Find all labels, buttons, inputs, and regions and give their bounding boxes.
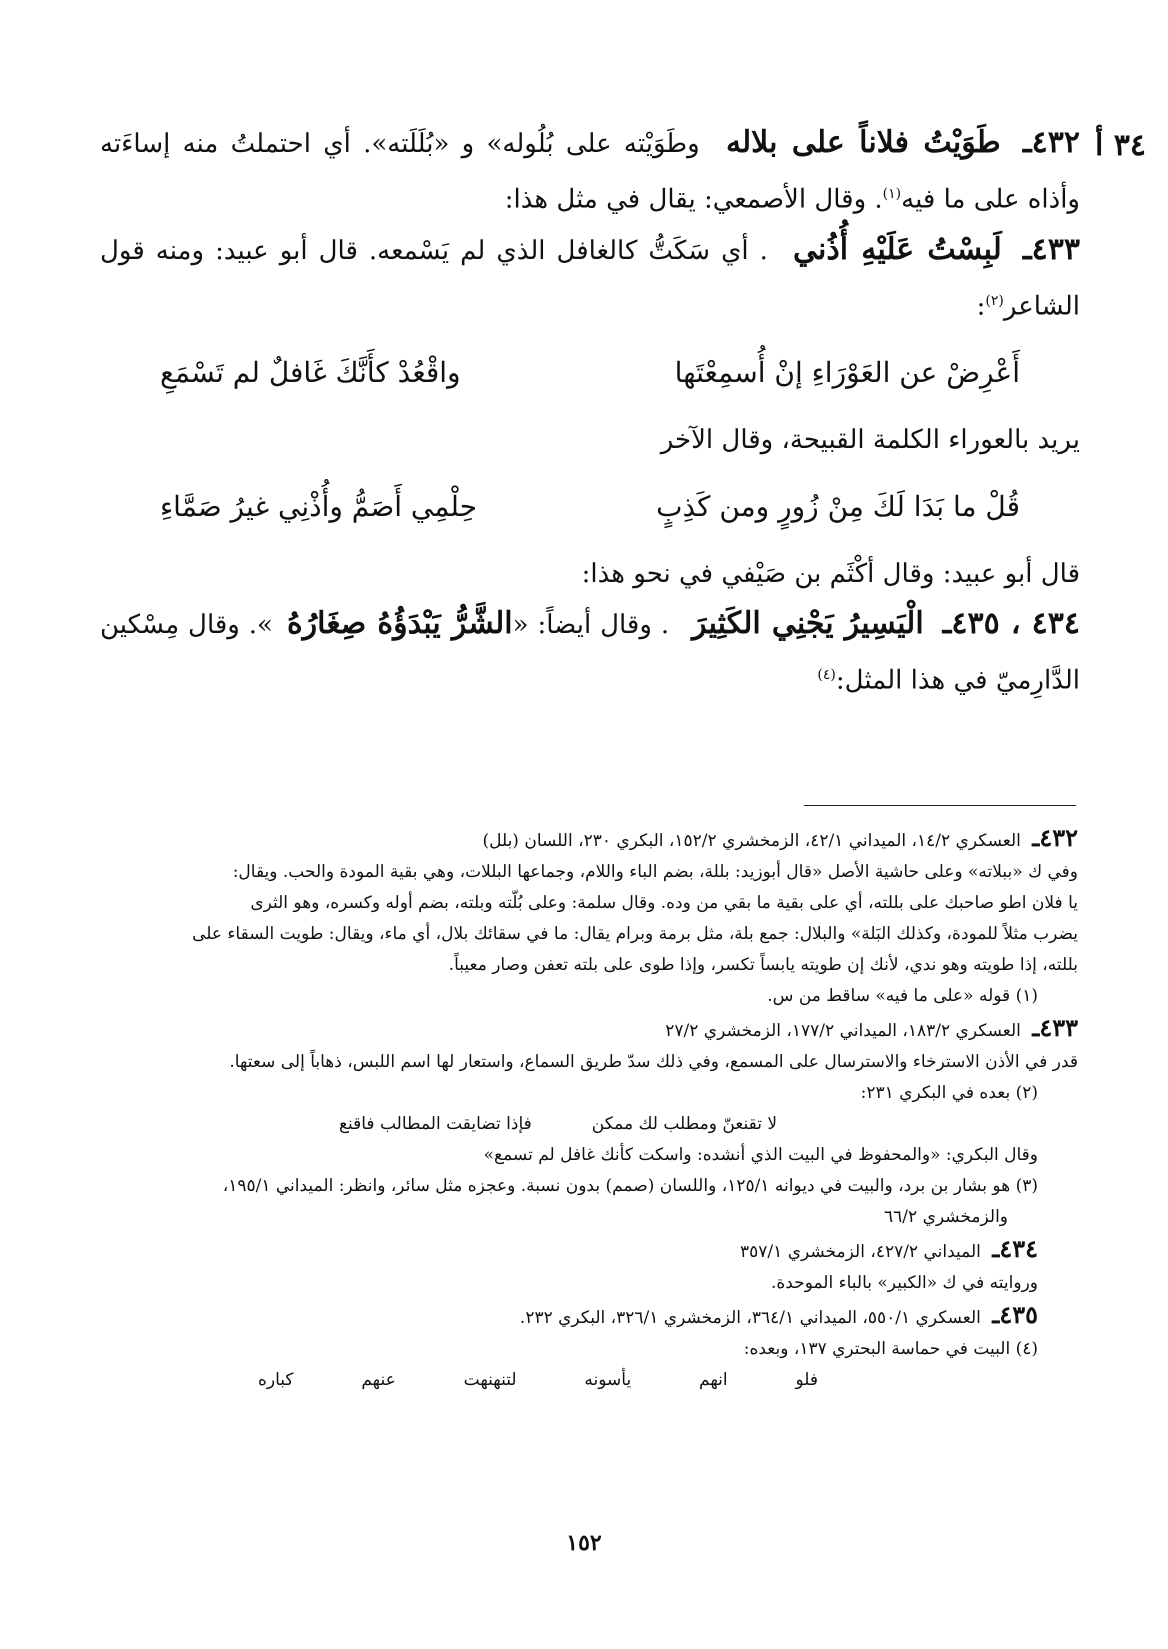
proverb-title: طَوَيْتُ فلاناً على بلاله [725,125,1001,160]
verse-word: كباره [258,1370,294,1390]
footnote-text: الميداني ٤٢٧/٢، الزمخشري ٣٥٧/١ [740,1242,981,1262]
main-text [100,118,1080,706]
proverb-title: الْيَسِيرُ يَجْنِي الكَثِيرَ [692,606,924,642]
verse-hemistich: أَعْرِضْ عن العَوْرَاءِ إنْ أُسمِعْتَها [674,356,1020,390]
footnote-text: العسكري ١٤/٢، الميداني ٤٢/١، الزمخشري ١٥٢/٢، البكري ٢٣٠، اللسان (بلل) [482,831,1021,851]
footnote-text: والزمخشري ٦٦/٢ [884,1207,1008,1227]
verse-word: لتنهنهت [463,1370,517,1390]
footnote-text: قدر في الأذن الاسترخاء والاسترسال على المسمع، وفي ذلك سدّ طريق السماع، واستعار لها اسم اللبس، ذهاباً إلى سعتها. [229,1052,1078,1072]
footnotes [98,822,1078,1396]
entry-number: ٤٣٢ـ [1022,125,1081,160]
footnote-entry-number: ٤٣٣ـ [1032,1013,1078,1042]
proverb-title: الشَّرُّ يَبْدَؤُهُ صِغَارُهُ [286,606,513,642]
footnote-text: (٣) هو بشار بن برد، والبيت في ديوانه ١٢٥/١، واللسان (صمم) بدون نسبة. وعجزه مثل سائر، وانظر: الميداني ١٩٥/١، [222,1176,1038,1196]
footnote-435 [98,1299,1078,1334]
entry-text: . وقال أيضاً: « [512,610,670,641]
verse-word: انهم [699,1370,728,1390]
verse-hemistich: قُلْ ما بَدَا لَكَ مِنْ زُورٍ ومن كَذِبٍ [656,490,1020,524]
footnote-separator [804,805,1076,806]
entry-432 [100,118,1080,225]
footnote-ref: (١) [882,186,902,202]
verse-hemistich: حِلْمِي أَصَمُّ وأُذْنِي غيرُ صَمَّاءِ [160,490,477,524]
footnote-434 [98,1233,1078,1268]
footnote-433 [98,1012,1078,1047]
entry-text: وطَوَيْته على بُلُوله» و «بُلَلَته». أي احتملتُ منه إساءَته وأذاه على ما فيه [100,129,1080,215]
footnote-ref: (٢) [985,292,1004,309]
poem-verse [160,479,1020,535]
footnote-text: يضرب مثلاً للمودة، وكذلك البَلة» والبلال: جمع بلة، مثل برمة وبرام يقال: ما في سقائك بلال، أي ماء، ويقال: طويت السقاء على [192,924,1078,944]
folio-marker: ٣٤ أ [1094,128,1146,163]
verse-hemistich: فإذا تضايقت المطالب فاقنع [338,1114,532,1134]
verse-word: عنهم [361,1370,396,1390]
footnote-entry-number: ٤٣٥ـ [992,1300,1038,1329]
footnote-text: وقال البكري: «والمحفوظ في البيت الذي أنشده: واسكت كأنك غافل لم تسمع» [483,1145,1038,1165]
footnote-text: (٤) البيت في حماسة البحتري ١٣٧، وبعده: [743,1339,1038,1359]
entry-433 [100,225,1080,332]
footnote-text: (١) قوله «على ما فيه» ساقط من س. [767,986,1038,1006]
entry-text: : [976,291,986,322]
poem-verse [160,345,1020,401]
proverb-title: لَبِسْتُ عَلَيْهِ أُذُني [792,231,1002,267]
entry-text: . أي سَكَتُّ كالغافل الذي لم يَسْمعه. قال أبو عبيد: ومنه قول الشاعر [100,235,1080,322]
verse-hemistich: واقْعُدْ كأَنَّكَ غَافلٌ لم تَسْمَعِ [160,356,461,390]
footnote-entry-number: ٤٣٢ـ [1032,823,1078,852]
verse-hemistich: لا تقنعنّ ومطلب لك ممكن [591,1114,778,1134]
entry-number: ٤٣٤ ، ٤٣٥ـ [942,606,1080,642]
entry-text: . وقال الأصمعي: يقال في مثل هذا: [504,184,883,215]
body-line: يريد بالعوراء الكلمة القبيحة، وقال الآخر [660,425,1080,456]
footnote-text: يا فلان اطو صاحبك على بللته، أي على بقية ما بقي من وده. وقال سلمة: وعلى بُلّته وبلته، بضم أوله وكسره، وهو الثرى [250,893,1078,913]
body-line: قال أبو عبيد: وقال أكْثَم بن صَيْفي في نحو هذا: [581,559,1080,590]
footnote-verse [98,1109,1078,1140]
footnote-text: بللته، إذا طويته وهو ندي، لأنك إن طويته يابساً تكسر، وإذا طوى على بلته تعفن وصار معيباً. [448,955,1078,975]
entry-number: ٤٣٣ـ [1022,231,1080,267]
footnote-text: العسكري ١٨٣/٢، الميداني ١٧٧/٢، الزمخشري ٢٧/٢ [665,1021,1021,1041]
footnote-text: (٢) بعده في البكري ٢٣١: [860,1083,1038,1103]
entry-text: ». وقال مِسْكين الدَّارِميّ في هذا المثل: [100,610,1080,696]
page-number: ١٥٢ [566,1530,602,1556]
verse-word: فلو [795,1370,818,1390]
footnote-text: العسكري ٥٥٠/١، الميداني ٣٦٤/١، الزمخشري ٣٢٦/١، البكري ٢٣٢. [519,1308,981,1328]
footnote-text: وفي ك «ببلاته» وعلى حاشية الأصل «قال أبوزيد: بللة، بضم الباء واللام، وجماعها البللات، وهي بقية المودة والحب. ويقال: [232,862,1078,882]
footnote-verse [258,1365,818,1396]
footnote-text: وروايته في ك «الكبير» بالباء الموحدة. [770,1273,1038,1293]
footnote-432 [98,822,1078,857]
entry-434-435 [100,599,1080,706]
verse-word: يأسونه [584,1370,632,1390]
footnote-ref: (٤) [817,667,836,684]
footnote-entry-number: ٤٣٤ـ [992,1234,1038,1263]
